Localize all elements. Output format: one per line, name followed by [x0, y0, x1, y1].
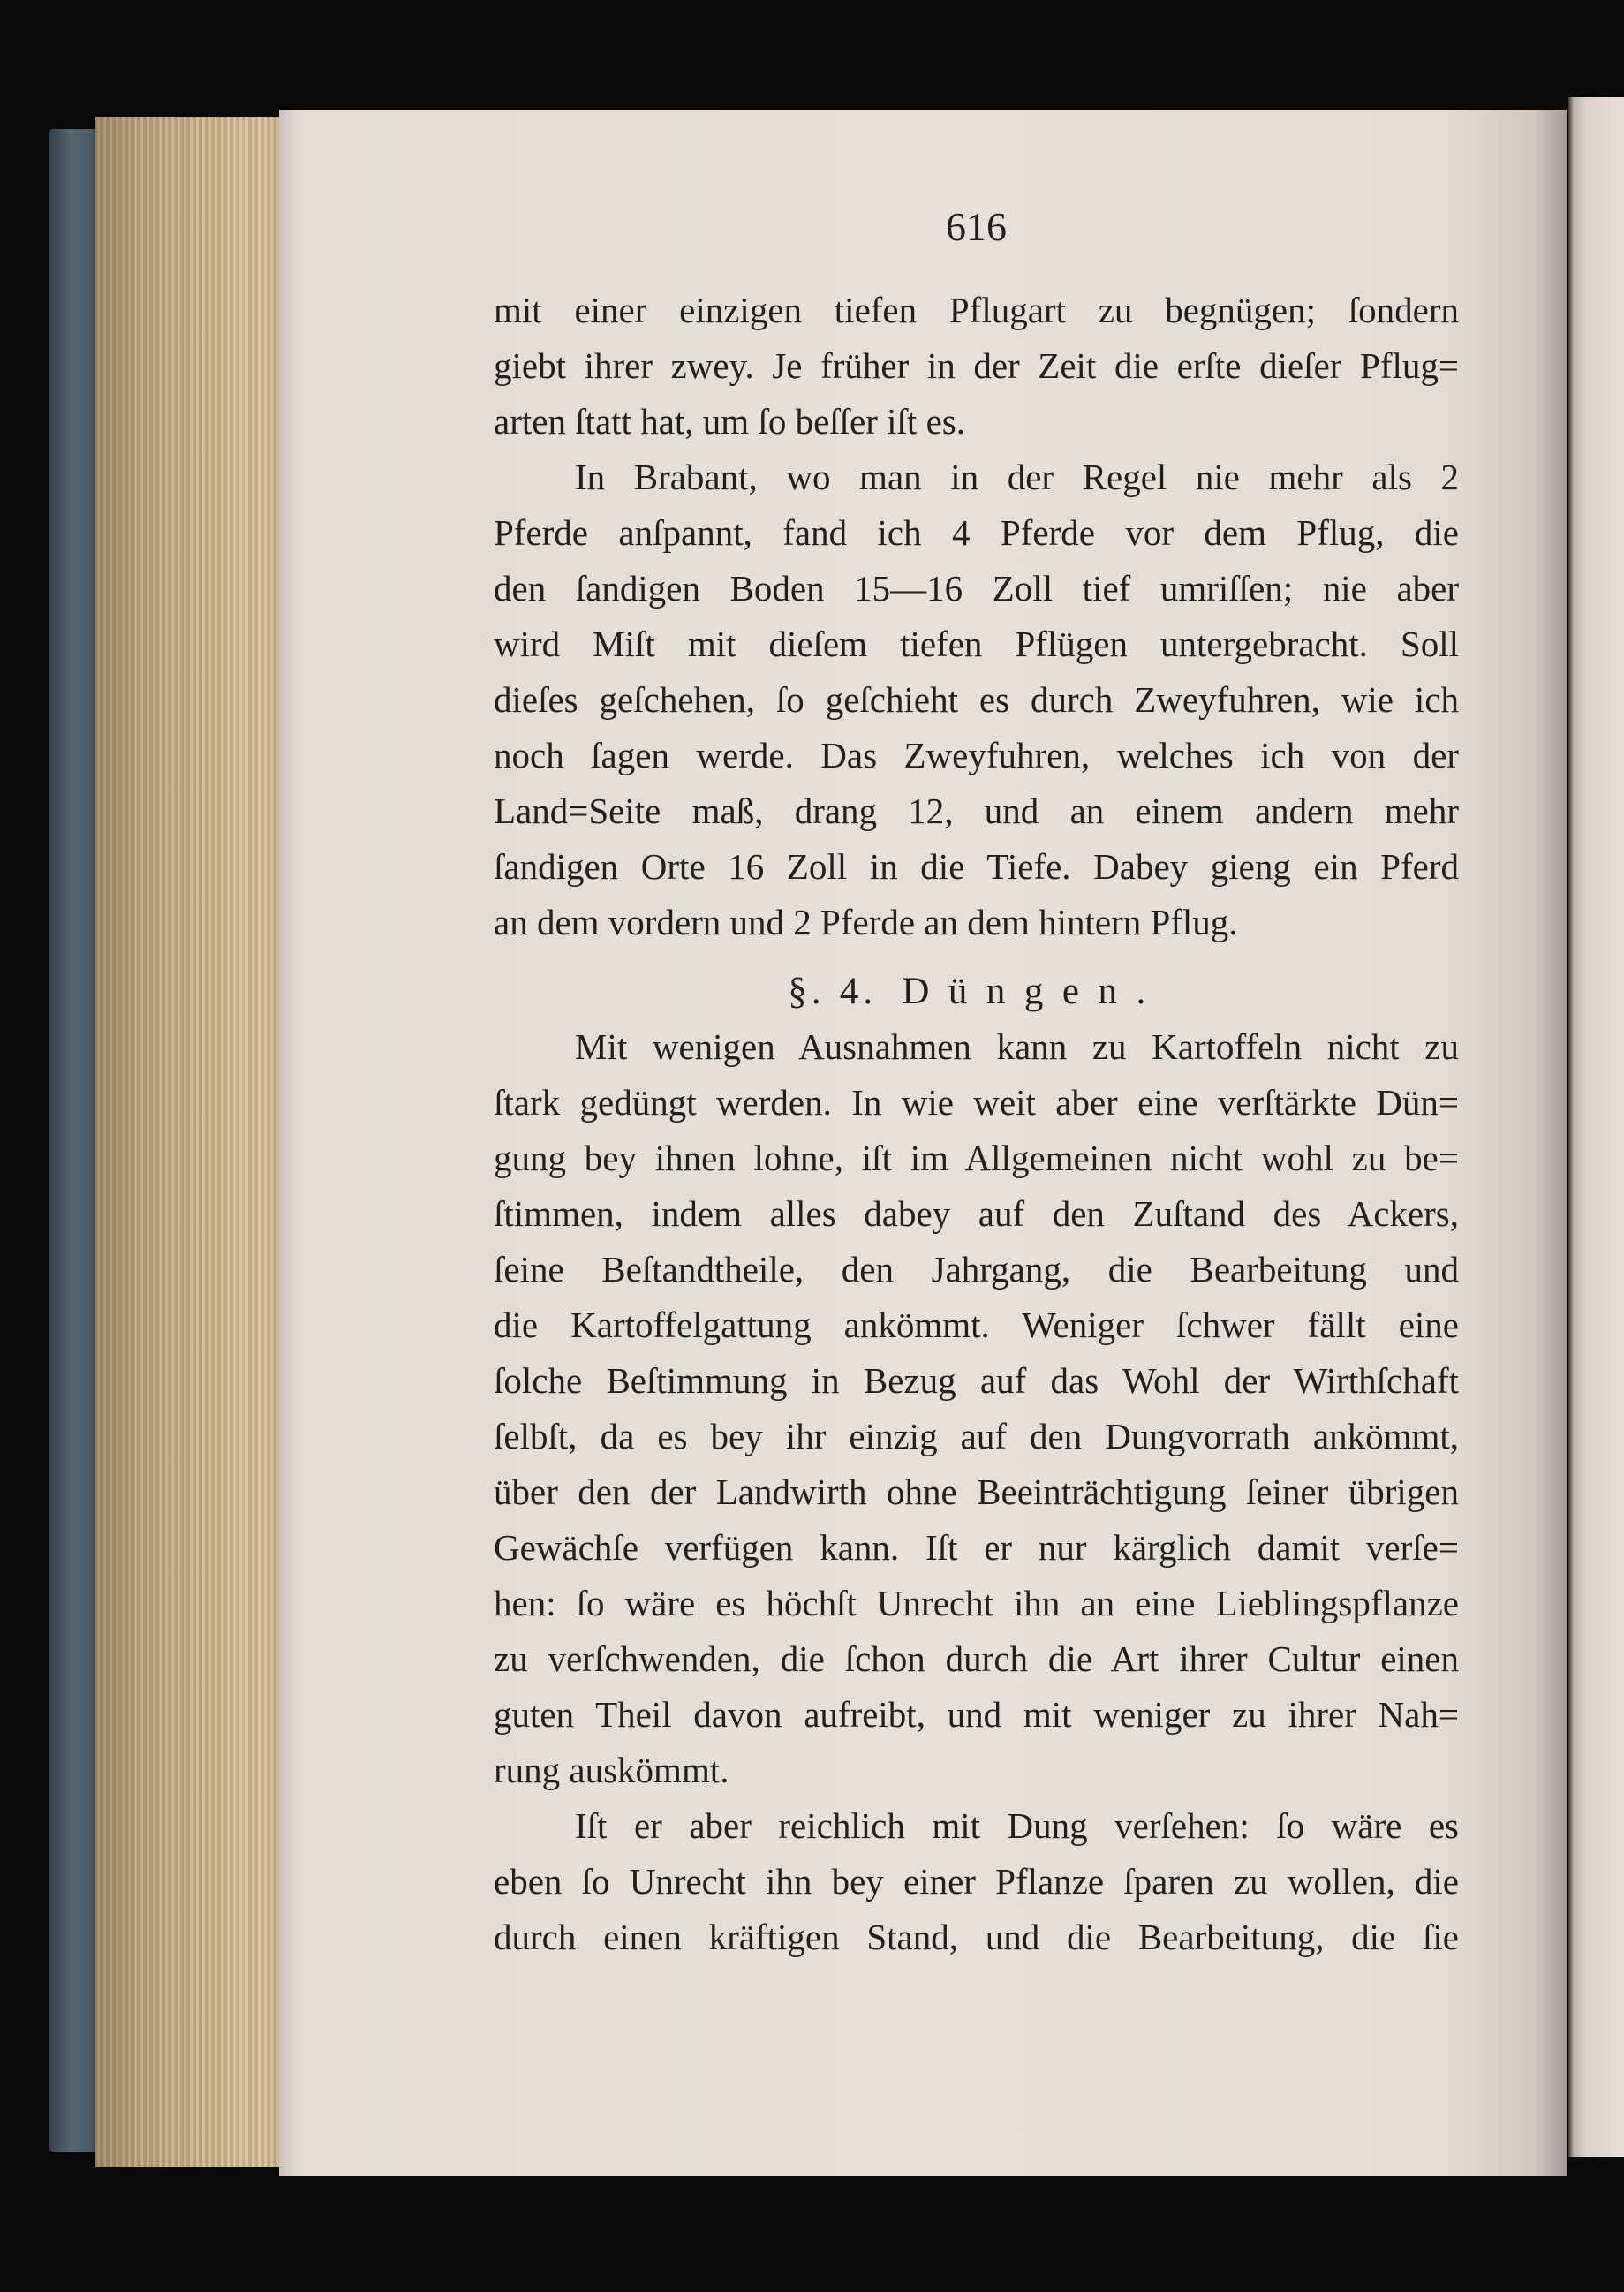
text-line: Land=Seite maß, drang 12, und an einem andern mehr [494, 790, 1459, 831]
text-line: ſtark gedüngt werden. In wie weit aber eine verſtärkte Dün= [494, 1082, 1459, 1123]
text-line: an dem vordern und 2 Pferde an dem hintern Pflug. [494, 902, 1238, 942]
text-line: ſtimmen, indem alles dabey auf den Zuſtand des Ackers, [494, 1193, 1459, 1234]
text-line: Iſt er aber reichlich mit Dung verſehen: ſo wäre es [575, 1805, 1459, 1846]
text-line: ſandigen Orte 16 Zoll in die Tiefe. Dabey gieng ein Pferd [494, 846, 1459, 887]
text-line: Mit wenigen Ausnahmen kann zu Kartoffeln nicht zu [575, 1026, 1459, 1067]
text-line: arten ſtatt hat, um ſo beſſer iſt es. [494, 401, 965, 442]
paragraph [494, 1019, 1459, 1798]
text-line: In Brabant, wo man in der Regel nie mehr als 2 [575, 457, 1459, 497]
text-line: hen: ſo wäre es höchſt Unrecht ihn an eine Lieblingspflanze [494, 1583, 1459, 1623]
text-block [494, 283, 1459, 1965]
page-number: 616 [946, 204, 1007, 249]
section-number: §. 4. [788, 971, 878, 1012]
text-line: gung bey ihnen lohne, iſt im Allgemeinen nicht wohl zu be= [494, 1138, 1459, 1178]
text-line: Gewächſe verfügen kann. Iſt er nur kärglich damit verſe= [494, 1527, 1459, 1568]
text-line: zu verſchwenden, die ſchon durch die Art ihrer Cultur einen [494, 1638, 1459, 1679]
paragraph [494, 283, 1459, 450]
text-line: wird Miſt mit dieſem tiefen Pflügen untergebracht. Soll [494, 624, 1459, 664]
text-line: guten Theil davon aufreibt, und mit weniger zu ihrer Nah= [494, 1694, 1459, 1735]
section-title: Düngen. [902, 971, 1165, 1012]
text-line: durch einen kräftigen Stand, und die Bearbeitung, die ſie [494, 1917, 1459, 1957]
section-heading [494, 964, 1459, 1019]
text-line: ſeine Beſtandtheile, den Jahrgang, die Bearbeitung und [494, 1249, 1459, 1290]
text-line: mit einer einzigen tiefen Pflugart zu begnügen; ſondern [494, 290, 1459, 330]
paragraph [494, 1798, 1459, 1965]
text-line: rung auskömmt. [494, 1750, 729, 1790]
text-line: den ſandigen Boden 15—16 Zoll tief umriſſen; nie aber [494, 568, 1459, 609]
text-line: giebt ihrer zwey. Je früher in der Zeit die erſte dieſer Pflug= [494, 345, 1459, 386]
text-line: ſolche Beſtimmung in Bezug auf das Wohl der Wirthſchaft [494, 1360, 1459, 1401]
text-line: ſelbſt, da es bey ihr einzig auf den Dungvorrath ankömmt, [494, 1416, 1459, 1456]
text-line: Pferde anſpannt, fand ich 4 Pferde vor dem Pflug, die [494, 512, 1459, 553]
page-edges-stack [95, 117, 283, 2167]
text-line: noch ſagen werde. Das Zweyfuhren, welches ich von der [494, 735, 1459, 775]
text-line: die Kartoffelgattung ankömmt. Weniger ſchwer fällt eine [494, 1305, 1459, 1345]
text-line: über den der Landwirth ohne Beeinträchtigung ſeiner übrigen [494, 1471, 1459, 1512]
text-line: eben ſo Unrecht ihn bey einer Pflanze ſparen zu wollen, die [494, 1861, 1459, 1902]
paragraph [494, 450, 1459, 950]
text-line: dieſes geſchehen, ſo geſchieht es durch Zweyfuhren, wie ich [494, 679, 1459, 720]
next-page-edge [1568, 97, 1624, 2157]
